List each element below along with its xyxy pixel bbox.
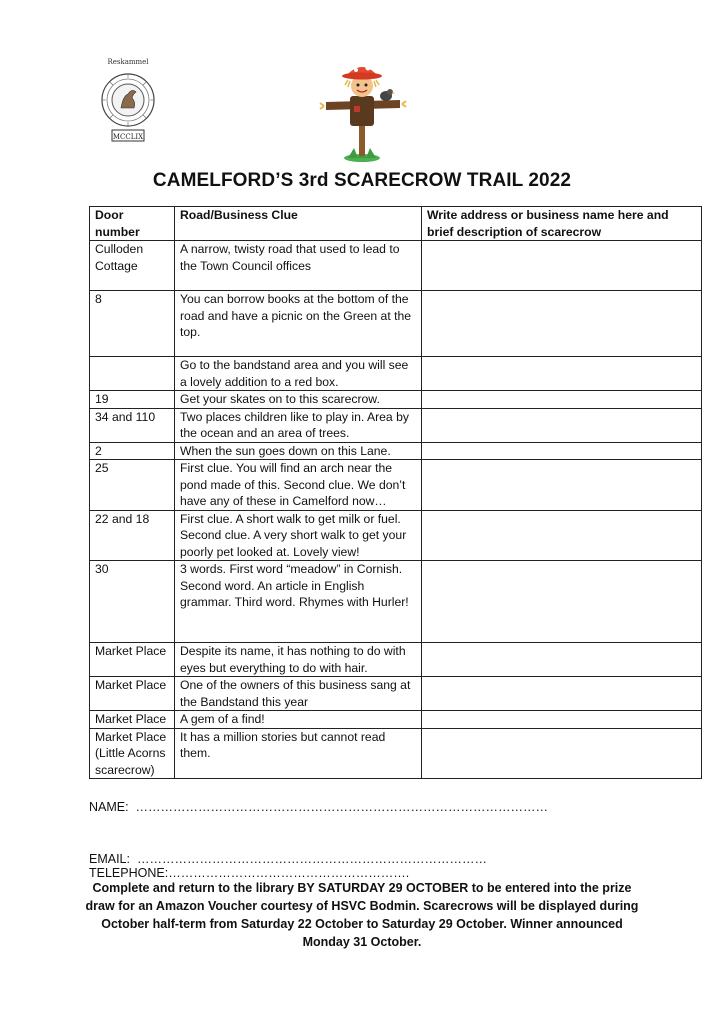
table-row — [90, 357, 702, 391]
answer-cell[interactable] — [422, 391, 702, 409]
clue-cell: One of the owners of this business sang at the Bandstand this year — [175, 677, 422, 711]
header-door-number: Door number — [90, 207, 175, 241]
door-number-cell: 30 — [90, 561, 175, 643]
telephone-label: TELEPHONE: — [89, 866, 169, 880]
answer-cell[interactable] — [422, 460, 702, 511]
clue-cell: Go to the bandstand area and you will see a lovely addition to a red box. — [175, 357, 422, 391]
answer-cell[interactable] — [422, 728, 702, 779]
table-row — [90, 728, 702, 779]
table-row — [90, 408, 702, 442]
clue-cell: Two places children like to play in. Area by the ocean and an area of trees. — [175, 408, 422, 442]
name-dotted-line[interactable]: ……………………………………………………………………………………… — [135, 800, 549, 814]
answer-cell[interactable] — [422, 291, 702, 357]
door-number-cell — [90, 357, 175, 391]
table-row — [90, 643, 702, 677]
table-row — [90, 677, 702, 711]
table-row — [90, 711, 702, 729]
door-number-cell: 25 — [90, 460, 175, 511]
page-title: CAMELFORD’S 3rd SCARECROW TRAIL 2022 — [152, 170, 572, 191]
door-number-cell: Market Place — [90, 643, 175, 677]
telephone-dotted-line[interactable]: …………………………………………………. — [168, 866, 410, 880]
table-row — [90, 561, 702, 643]
table-row — [90, 510, 702, 561]
scarecrow-illustration — [318, 58, 414, 164]
svg-text:MCCLIX: MCCLIX — [112, 133, 144, 141]
table-row — [90, 241, 702, 291]
door-number-cell: 34 and 110 — [90, 408, 175, 442]
answer-cell[interactable] — [422, 442, 702, 460]
table-row — [90, 391, 702, 409]
door-number-cell: 2 — [90, 442, 175, 460]
clue-cell: First clue. You will find an arch near the pond made of this. Second clue. We don’t have any of these in Camelford now… — [175, 460, 422, 511]
door-number-cell: 22 and 18 — [90, 510, 175, 561]
door-number-cell: Market Place — [90, 711, 175, 729]
table-header-row — [90, 207, 702, 241]
clue-cell: You can borrow books at the bottom of the road and have a picnic on the Green at the top. — [175, 291, 422, 357]
clue-cell: When the sun goes down on this Lane. — [175, 442, 422, 460]
email-dotted-line[interactable]: ………………………………………………………………………… — [136, 852, 487, 866]
scarecrow-trail-table — [89, 206, 702, 779]
door-number-cell: 19 — [90, 391, 175, 409]
answer-cell[interactable] — [422, 357, 702, 391]
answer-cell[interactable] — [422, 643, 702, 677]
answer-cell[interactable] — [422, 677, 702, 711]
answer-cell[interactable] — [422, 408, 702, 442]
email-label: EMAIL: — [89, 852, 130, 866]
svg-text:Reskammel: Reskammel — [107, 58, 149, 66]
door-number-cell: Market Place — [90, 677, 175, 711]
clue-cell: Get your skates on to this scarecrow. — [175, 391, 422, 409]
footer-instructions: Complete and return to the library BY SATURDAY 29 OCTOBER to be entered into the prize draw for an Amazon Voucher courtesy of HSVC Bodmin. Scarecrows will be displayed during October half-term from Saturday 22 October to Saturday 29 October. Winner announced Monday 31 October. — [85, 881, 639, 949]
clue-cell: 3 words. First word “meadow” in Cornish. Second word. An article in English grammar. Third word. Rhymes with Hurler! — [175, 561, 422, 643]
name-label: NAME: — [89, 800, 129, 814]
clue-cell: Despite its name, it has nothing to do with eyes but everything to do with hair. — [175, 643, 422, 677]
answer-cell[interactable] — [422, 510, 702, 561]
town-crest-logo — [94, 56, 162, 148]
clue-cell: A narrow, twisty road that used to lead to the Town Council offices — [175, 241, 422, 291]
door-number-cell: Culloden Cottage — [90, 241, 175, 291]
clue-cell: A gem of a find! — [175, 711, 422, 729]
door-number-cell: 8 — [90, 291, 175, 357]
clue-cell: It has a million stories but cannot read them. — [175, 728, 422, 779]
table-row — [90, 291, 702, 357]
header-write-address: Write address or business name here and brief description of scarecrow — [422, 207, 702, 241]
name-field[interactable] — [89, 800, 548, 814]
answer-cell[interactable] — [422, 241, 702, 291]
clue-cell: First clue. A short walk to get milk or fuel. Second clue. A very short walk to get your poorly pet looked at. Lovely view! — [175, 510, 422, 561]
table-row — [90, 442, 702, 460]
answer-cell[interactable] — [422, 711, 702, 729]
door-number-cell: Market Place (Little Acorns scarecrow) — [90, 728, 175, 779]
answer-cell[interactable] — [422, 561, 702, 643]
header-road-business-clue: Road/Business Clue — [175, 207, 422, 241]
table-row — [90, 460, 702, 511]
email-telephone-fields — [89, 852, 724, 880]
